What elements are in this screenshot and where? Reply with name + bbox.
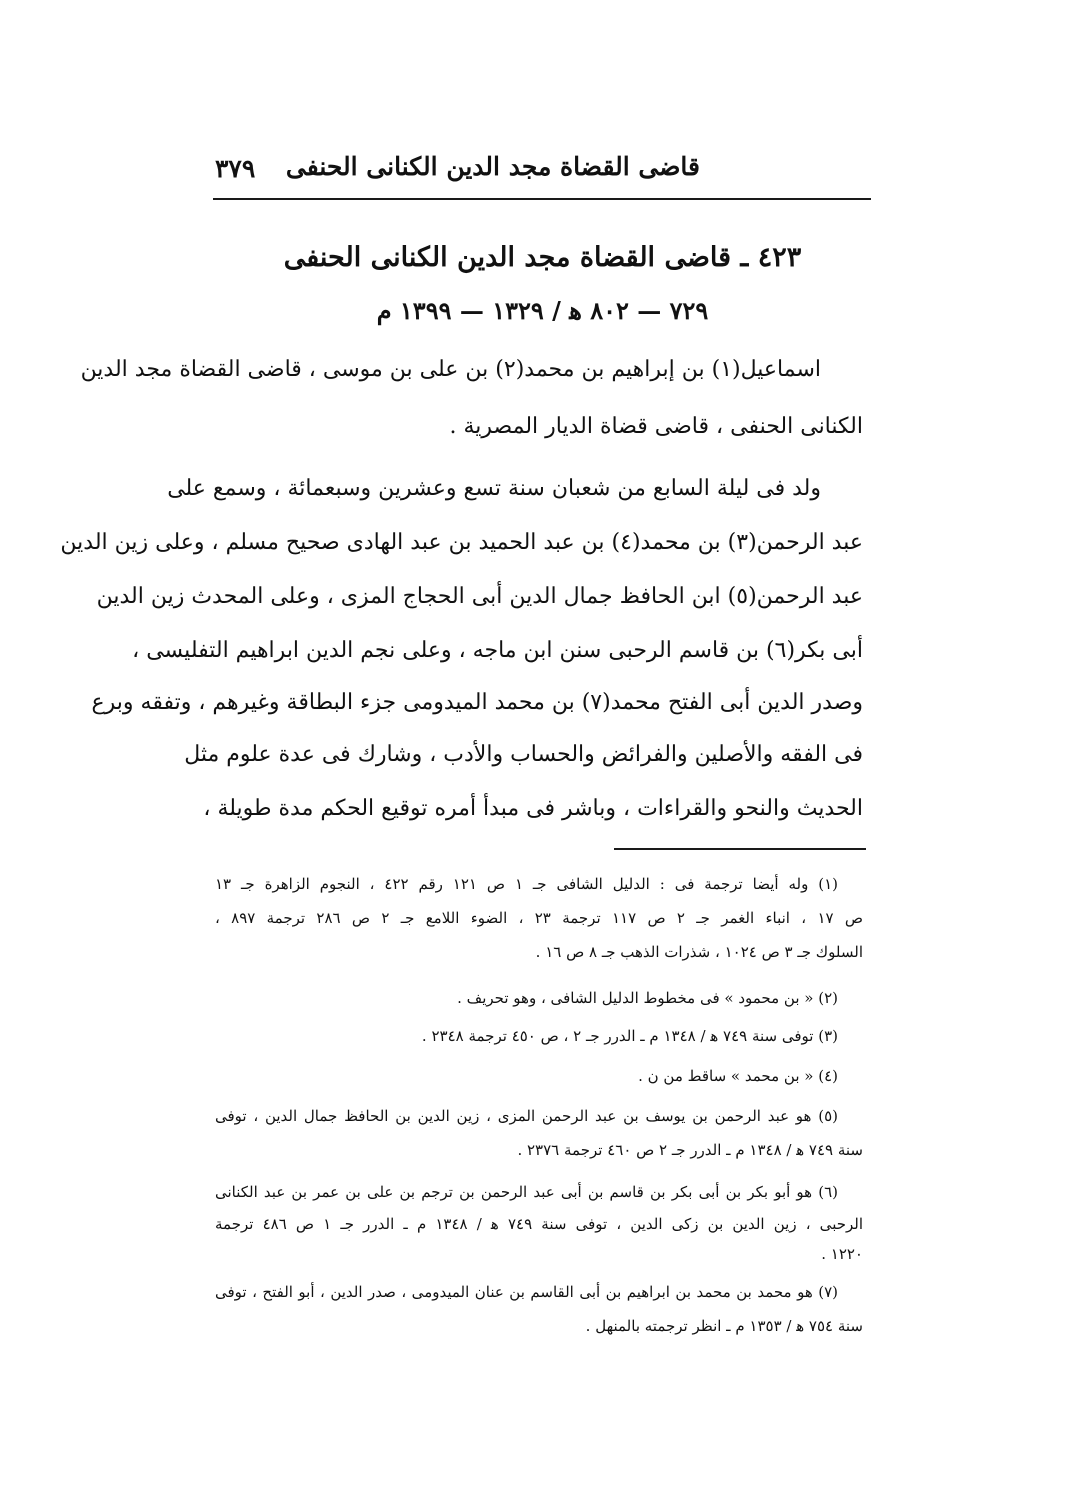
footnote-line: (٣) توفى سنة ٧٤٩ ﻫ / ١٣٤٨ م ـ الدرر جـ ٢ ، ص ٤٥٠ ترجمة ٢٣٤٨ .: [421, 1027, 838, 1045]
body-line: فى الفقه والأصلين والفرائض والحساب والأدب ، وشارك فى عدة علوم مثل: [184, 742, 863, 767]
footnote-rule: [614, 848, 866, 850]
footnote-line: (٧) هو محمد بن محمد بن ابراهيم بن أبى القاسم بن عنان الميدومى ، صدر الدين ، أبو الفتح ، توفى: [215, 1283, 838, 1301]
body-line: عبد الرحمن(٣) بن محمد(٤) بن عبد الحميد بن عبد الهادى صحيح مسلم ، وعلى زين الدين: [60, 530, 863, 555]
footnote-line: ١٢٢٠ .: [821, 1245, 863, 1263]
footnote-line: (٥) هو عبد الرحمن بن يوسف بن عبد الرحمن المزى ، زين الدين بن الحافظ جمال الدين ، توفى: [215, 1107, 838, 1125]
body-line: ولد فى ليلة السابع من شعبان سنة تسع وعشرين وسبعمائة ، وسمع على: [167, 476, 821, 501]
entry-title: ٤٢٣ ـ قاضى القضاة مجد الدين الكنانى الحنفى: [283, 242, 802, 273]
running-title: قاضى القضاة مجد الدين الكنانى الحنفى: [285, 152, 700, 181]
body-line: وصدر الدين أبى الفتح محمد(٧) بن محمد الميدومى جزء البطاقة وغيرهم ، وتفقه وبرع: [91, 690, 863, 715]
header-rule: [213, 198, 871, 200]
body-line: عبد الرحمن(٥) ابن الحافظ جمال الدين أبى الحجاج المزى ، وعلى المحدث زين الدين: [96, 584, 863, 609]
body-line: الكنانى الحنفى ، قاضى قضاة الديار المصرية .: [449, 414, 863, 439]
footnote-line: الرحبى ، زين الدين بن زكى الدين ، توفى سنة ٧٤٩ ﻫ / ١٣٤٨ م ـ الدرر جـ ١ ص ٤٨٦ ترجمة: [215, 1215, 864, 1233]
footnote-line: (١) وله أيضا ترجمة فى : الدليل الشافى جـ ١ ص ١٢١ رقم ٤٢٢ ، النجوم الزاهرة جـ ١٣: [215, 875, 839, 893]
footnote-line: (٤) « بن محمد » ساقط من ن .: [638, 1067, 838, 1085]
entry-dates: ٧٢٩ — ٨٠٢ ﻫ / ١٣٢٩ — ١٣٩٩ م: [376, 296, 709, 325]
footnote-line: ص ١٧ ، انباء الغمر جـ ٢ ص ١١٧ ترجمة ٢٣ ، الضوء اللامع جـ ٢ ص ٢٨٦ ترجمة ٨٩٧ ،: [215, 909, 864, 927]
body-line: أبى بكر(٦) بن قاسم الرحبى سنن ابن ماجه ، وعلى نجم الدين ابراهيم التفليسى ،: [132, 638, 863, 663]
running-header: [215, 148, 870, 198]
body-line: الحديث والنحو والقراءات ، وباشر فى مبدأ أمره توقيع الحكم مدة طويلة ،: [203, 796, 863, 821]
page-number: ٣٧٩: [215, 154, 256, 183]
footnote-line: سنة ٧٤٩ ﻫ / ١٣٤٨ م ـ الدرر جـ ٢ ص ٤٦٠ ترجمة ٢٣٧٦ .: [517, 1141, 863, 1159]
footnote-line: (٦) هو أبو بكر بن أبى بكر بن قاسم بن أبى عبد الرحمن بن ترجم بن على بن عمر بن عبد الكنانى: [215, 1183, 838, 1201]
body-line: اسماعيل(١) بن إبراهيم بن محمد(٢) بن على بن موسى ، قاضى القضاة مجد الدين: [80, 357, 821, 382]
footnote-line: (٢) « بن محمود » فى مخطوط الدليل الشافى ، وهو تحريف .: [457, 989, 838, 1007]
footnote-line: سنة ٧٥٤ ﻫ / ١٣٥٣ م ـ انظر ترجمته بالمنهل .: [585, 1317, 863, 1335]
footnote-line: السلوك جـ ٣ ص ١٠٢٤ ، شذرات الذهب جـ ٨ ص ١٦ .: [535, 943, 863, 961]
